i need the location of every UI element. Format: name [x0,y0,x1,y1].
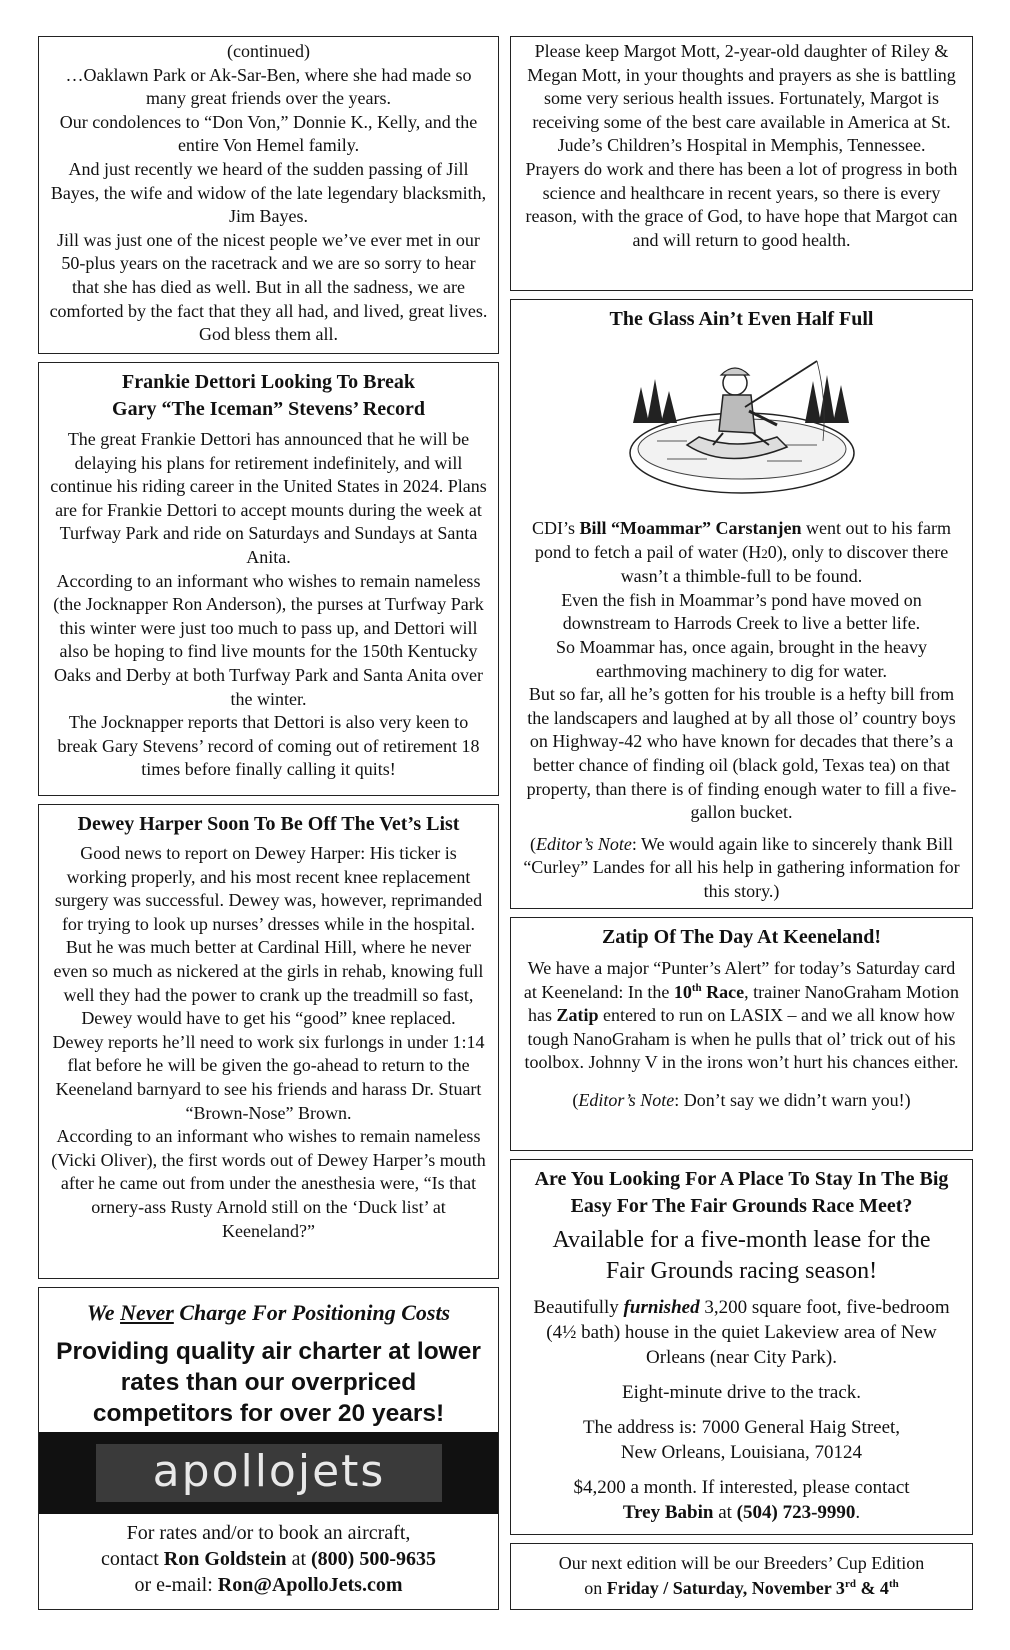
glass-subject-name: Bill “Moammar” Carstanjen [579,518,802,538]
next-edition-sup: th [888,1578,899,1590]
continued-label: (continued) [227,41,310,61]
zatip-paragraph [521,957,962,1075]
lease-price: $4,200 a month. If interested, please contact [573,1477,910,1498]
ad-tagline-pre: We [86,1300,121,1325]
ad-contact-pre: contact [101,1548,164,1570]
lease-desc-emphasis: furnished [623,1297,700,1318]
ad-email-pre: or e-mail: [134,1574,218,1596]
lease-address: New Orleans, Louisiana, 70124 [620,1442,863,1463]
editors-note-label: Editor’s Note [535,833,632,854]
lease-contact [521,1500,962,1525]
lease-address: The address is: 7000 General Haig Street, [582,1417,901,1438]
article-paragraph: The Jocknapper reports that Dettori is also very keen to break Gary Stevens’ record of coming out of retirement 18 times before finally calling it quits! [57,712,480,780]
ad-contact-line [39,1546,498,1572]
next-edition-pre: on [584,1578,607,1598]
fishing-cartoon [521,341,962,513]
article-title: Zatip Of The Day At Keeneland! [601,926,882,948]
ad-contact-phone: (800) 500-9635 [311,1548,436,1570]
zatip-p-pre: We have a major “Punter’s Alert” for today’s Saturday card at Keeneland: In the [523,958,956,1002]
lease-contact-name: Trey Babin [622,1502,714,1523]
next-edition-day [607,1578,899,1598]
ad-contact [39,1520,498,1598]
article-title: Gary “The Iceman” Stevens’ Record [112,398,425,420]
next-edition-bold: Friday / Saturday, November 3 [606,1578,845,1598]
lease-desc-post: 3,200 square foot, five-bedroom (4½ bath) house in the quiet Lakeview area of New Orleans (near City Park). [546,1297,950,1368]
glass-p1-post: went out to his farm pond to fetch a pail of water (H [534,518,951,562]
glass-p1-end: 0), only to discover there wasn’t a thimble-full to be found. [620,541,949,587]
harper-article [38,804,499,1279]
glass-p1-sub: 2 [761,545,768,561]
article-paragraph: According to an informant who wishes to remain nameless (the Jocknapper Ron Anderson), the purses at Turfway Park this winter were just too much to pass up, and Dettori will also be hoping to find live mounts for the 150th Kentucky Oaks and Derby at both Turfway Park and Santa Anita over the winter. [53,570,484,709]
article-paragraph: Dewey reports he’ll need to work six furlongs in under 1:14 flat before he will be given the go-ahead to return to the Keeneland barnyard to see his friends and harass Dr. Stuart “Brown-Nose” Brown. [52,1031,485,1123]
ad-contact-mid: at [286,1548,311,1570]
next-edition-line: Our next edition will be our Breeders’ Cup Edition [558,1553,925,1573]
editors-note: (Editor’s Note: We would again like to sincerely thank Bill “Curley” Landes for all his help in gathering information for this story.) [523,833,960,901]
lease-ad [510,1159,973,1535]
glass-paragraph [521,517,962,589]
article-paragraph: Prayers do work and there has been a lot of progress in both science and healthcare in recent years, so there is every reason, with the grace of God, to have hope that Margot can and will return to good health. [525,158,958,250]
lease-title: Are You Looking For A Place To Stay In The Big Easy For The Fair Grounds Race Meet? [534,1168,949,1217]
zatip-race [674,982,744,1002]
ad-tagline [39,1300,498,1326]
continued-paragraph: Jill was just one of the nicest people we’ve ever met in our 50-plus years on the racetrack and we are so sorry to hear that she has died as well. But in all the sadness, we are comforted by the fact that they all had, and lived, great lives. God bless them all. [49,229,488,345]
ad-email: Ron@ApolloJets.com [217,1574,403,1596]
editors-note-text: : We would again like to sincerely thank Bill “Curley” Landes for all his help in gathering information for this story.) [523,833,960,901]
article-title: Frankie Dettori Looking To Break [122,371,415,393]
zatip-race-word: Race [701,981,745,1002]
ad-email-line [39,1572,498,1598]
fisherman-in-boat-illustration [627,341,857,513]
article-paragraph: So Moammar has, once again, brought in the heavy earthmoving machinery to dig for water. [556,636,927,681]
continued-article [38,36,499,354]
ad-contact-name: Ron Goldstein [163,1548,287,1570]
zatip-race-num: 10 [673,981,692,1002]
continued-paragraph: And just recently we heard of the sudden passing of Jill Bayes, the wife and widow of the late legendary blacksmith, Jim Bayes. [50,158,487,227]
ad-tagline-emphasis: Never [120,1300,174,1325]
lease-contact-mid: at [713,1502,737,1523]
editors-note: (Editor’s Note: Don’t say we didn’t warn you!) [572,1089,911,1110]
next-edition-notice [510,1543,973,1610]
lease-contact-end: . [855,1502,861,1523]
glass-article [510,299,973,909]
ad-logo-banner [39,1432,498,1514]
zatip-p-mid: , trainer NanoGraham Motion has [528,981,960,1026]
editors-note-text: : Don’t say we didn’t warn you!) [674,1089,911,1110]
zatip-horse: Zatip [556,1005,599,1026]
glass-p1-pre: CDI’s [532,518,580,538]
ad-logo-plate [96,1444,442,1502]
zatip-p-post: entered to run on LASIX – and we all know how tough NanoGraham is when he pulls that ol’ trick out of his toolbox. Johnny V in the irons won’t hurt his chances either. [524,1005,959,1073]
article-paragraph: Even the fish in Moammar’s pond have moved on downstream to Harrods Creek to live a better life. [561,589,922,634]
zatip-article [510,917,973,1151]
lease-subtitle: Available for a five-month lease for the Fair Grounds racing season! [552,1227,931,1284]
next-edition-amp: & 4 [855,1578,889,1598]
dettori-article [38,362,499,796]
lease-description [521,1295,962,1370]
mott-article [510,36,973,291]
next-edition-sup: rd [844,1578,856,1590]
lease-drive: Eight-minute drive to the track. [621,1382,861,1403]
ad-headline: Providing quality air charter at lower rates than our overpriced competitors for over 20 years! [56,1338,481,1427]
ad-tagline-post: Charge For Positioning Costs [173,1300,451,1325]
article-title: The Glass Ain’t Even Half Full [609,308,874,330]
ad-contact-line: For rates and/or to book an aircraft, [126,1522,411,1544]
article-paragraph: The great Frankie Dettori has announced that he will be delaying his plans for retirement indefinitely, and will continue his riding career in the United States in 2024. Plans are for Frankie Dettori to accept mounts during the week at Turfway Park and ride on Saturdays and Sundays at Santa Anita. [50,429,487,567]
lease-contact-phone: (504) 723-9990 [736,1502,856,1523]
apollojets-ad [38,1287,499,1610]
continued-paragraph: …Oaklawn Park or Ak-Sar-Ben, where she had made so many great friends over the years. [65,64,472,109]
continued-paragraph: Our condolences to “Don Von,” Donnie K., Kelly, and the entire Von Hemel family. [59,111,478,156]
article-paragraph: Please keep Margot Mott, 2-year-old daughter of Riley & Megan Mott, in your thoughts and prayers as she is battling some very serious health issues. Fortunately, Margot is receiving some of the best care available in America at St. Jude’s Children’s Hospital in Memphis, Tennessee. [527,41,956,156]
apollojets-logo: apollojets [152,1446,386,1497]
editors-note-label: Editor’s Note [578,1089,675,1110]
lease-desc-pre: Beautifully [533,1297,624,1318]
article-paragraph: According to an informant who wishes to remain nameless (Vicki Oliver), the first words out of Dewey Harper’s mouth after he came out from under the anesthesia were, “Is that ornery-ass Rusty Arnold still on the ‘Duck list’ at Keeneland?” [51,1126,486,1241]
article-title: Dewey Harper Soon To Be Off The Vet’s List [77,813,460,835]
article-paragraph: Good news to report on Dewey Harper: His ticker is working properly, and his most recent knee replacement surgery was successful. Dewey was, however, reprimanded for trying to look up nurses’ dresses while in the hospital. But he was much better at Cardinal Hill, where he never even so much as nickered at the girls in rehab, knowing full well they had the power to crank up the treadmill so fast, Dewey would have to get his “good” knee replaced. [53,843,484,1029]
next-edition-date [517,1576,966,1601]
zatip-race-sup: th [691,981,702,994]
article-paragraph: But so far, all he’s gotten for his trouble is a hefty bill from the landscapers and laughed at by all those ol’ country boys on Highway-42 who have known for decades that there’s a better chance of finding oil (black gold, Texas tea) on that property, than there is of finding enough water to fill a five-gallon bucket. [526,684,957,823]
